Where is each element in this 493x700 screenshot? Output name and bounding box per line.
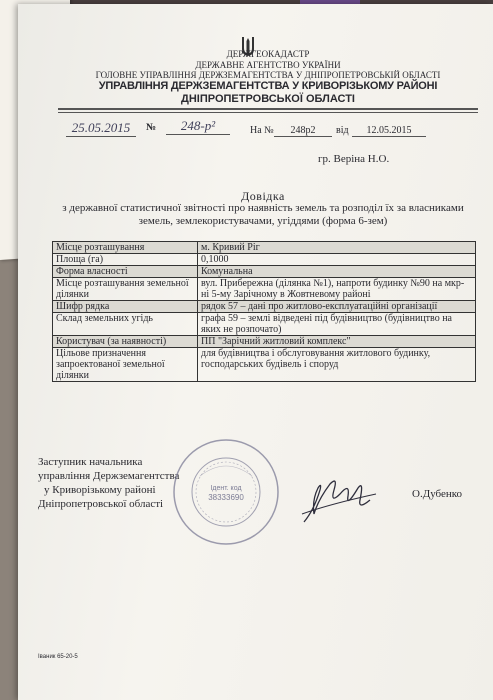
official-stamp xyxy=(170,436,282,548)
stamp-id-code: 38333690 xyxy=(208,493,244,502)
table-row-value: графа 59 – землі відведені під будівництво (будівництво на яких не розпочато) xyxy=(198,313,476,336)
signatory-name: О.Дубенко xyxy=(412,488,463,500)
header-line-1: ДЕРЖАВНЕ АГЕНТСТВО УКРАЇНИ xyxy=(195,60,341,70)
outgoing-date: 25.05.2015 xyxy=(66,120,136,137)
table-row-label: Цільове призначення запроектованої земельної ділянки xyxy=(53,348,198,382)
signatory-line-3: у Криворізькому районі xyxy=(44,484,156,496)
agency-name: ДЕРЖГЕОКАДАСТР xyxy=(226,49,310,59)
outgoing-number: 248-р² xyxy=(166,118,230,135)
table-row-label: Склад земельних угідь xyxy=(53,313,198,336)
table-row xyxy=(53,313,476,336)
signatory-line-4: Дніпропетровської області xyxy=(38,498,164,510)
table-row xyxy=(53,242,476,254)
incoming-number-label: На № xyxy=(250,125,274,136)
table-row xyxy=(53,254,476,266)
table-row xyxy=(53,301,476,313)
header-rule-thick xyxy=(58,108,478,110)
table-row-value: 0,1000 xyxy=(198,254,476,266)
table-row xyxy=(53,348,476,382)
document-page xyxy=(18,4,493,700)
header-line-2: ГОЛОВНЕ УПРАВЛІННЯ ДЕРЖЗЕМАГЕНТСТВА У ДНІПРОПЕТРОВСЬКІЙ ОБЛАСТІ xyxy=(95,70,441,80)
incoming-date-label: від xyxy=(336,125,349,136)
table-row-value: м. Кривий Ріг xyxy=(198,242,476,254)
stamp-id-label: Ідент. код xyxy=(210,485,242,492)
table-row xyxy=(53,266,476,278)
incoming-date: 12.05.2015 xyxy=(352,125,426,137)
document-title: Довідка xyxy=(241,189,285,203)
table-row-label: Місце розташування xyxy=(53,242,198,254)
signatory-line-1: Заступник начальника xyxy=(38,456,143,468)
table-row-value: ПП "Зарічний житловий комплекс" xyxy=(198,336,476,348)
land-info-table xyxy=(52,241,476,382)
signatory-line-2: управління Держземагентства xyxy=(38,470,180,482)
table-row xyxy=(53,336,476,348)
handwritten-signature xyxy=(300,470,380,530)
table-row-value: для будівництва і обслуговування житлового будинку, господарських будівель і споруд xyxy=(198,348,476,382)
table-row-label: Місце розташування земельної ділянки xyxy=(53,278,198,301)
table-row-label: Шифр рядка xyxy=(53,301,198,313)
table-row xyxy=(53,278,476,301)
header-line-4: ДНІПРОПЕТРОВСЬКОЇ ОБЛАСТІ xyxy=(181,93,355,105)
table-row-label: Форма власності xyxy=(53,266,198,278)
table-row-value: вул. Прибережна (ділянка №1), напроти будинку №90 на мкр-ні 5-му Зарічному в Жовтневому районі xyxy=(198,278,476,301)
executor-note: Іваник 65-20-5 xyxy=(38,654,78,660)
outgoing-number-label: № xyxy=(146,122,157,133)
header-line-3: УПРАВЛІННЯ ДЕРЖЗЕМАГЕНТСТВА У КРИВОРІЗЬКОМУ РАЙОНІ xyxy=(98,80,438,92)
table-row-value: Комунальна xyxy=(198,266,476,278)
table-row-label: Користувач (за наявності) xyxy=(53,336,198,348)
document-subtitle: з державної статистичної звітності про наявність земель та розподіл їх за власниками земель, землекористувачами, угіддями (форма 6-зем) xyxy=(62,202,464,227)
table-row-value: рядок 57 – дані про житлово-експлуатаційні організації xyxy=(198,301,476,313)
table-row-label: Площа (га) xyxy=(53,254,198,266)
addressee: гр. Веріна Н.О. xyxy=(318,153,390,165)
header-rule-thin xyxy=(58,112,478,113)
incoming-number: 248р2 xyxy=(274,125,332,137)
